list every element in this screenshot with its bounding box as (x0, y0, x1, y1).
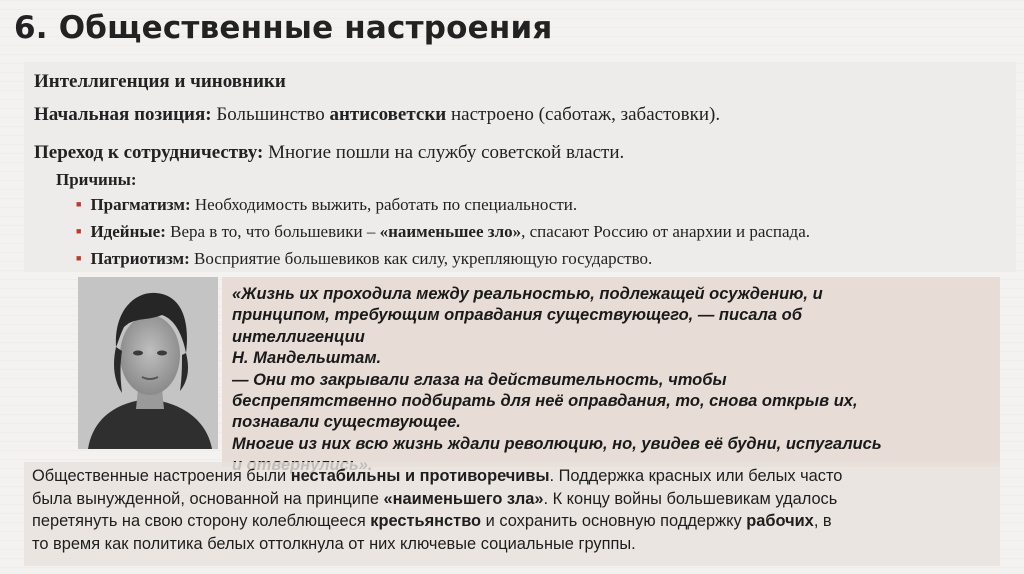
portrait-photo (78, 277, 218, 449)
bullet-icon: ■ (76, 226, 82, 236)
reasons-label: Причины: (56, 170, 137, 189)
bullet-icon: ■ (76, 199, 82, 209)
reason-item-ideological: ■ Идейные: Вера в то, что большевики – «наименьшее зло», спасают Россию от анархии и распада. (76, 222, 810, 241)
slide-title: 6. Общественные настроения (14, 10, 553, 46)
summary-text: Общественные настроения были нестабильны и противоречивы. Поддержка красных или белых часто была вынужденной, основанной на принципе «наименьшего зла». К концу войны большевикам удалось перетянуть на свою сторону колеблющееся крестьянство и сохранить основную поддержку рабочих, в то время как политика белых оттолкнула от них ключевые социальные группы. (32, 467, 843, 553)
reason-item-pragmatism: ■ Прагматизм: Необходимость выжить, работать по специальности. (76, 195, 578, 214)
mandelstam-quote: «Жизнь их проходила между реальностью, подлежащей осуждению, и принципом, требующим оправдания существующего, — писала об интеллигенции Н. Мандельштам. — Они то закрывали глаза на действительность, чтобы беспрепятственно подбирать для неё оправдания, то, снова открыв их, познавали существующее. Многие из них всю жизнь ждали революцию, но, увидев её будни, испугались (232, 285, 882, 453)
cooperation-label: Переход к сотрудничеству: (34, 142, 264, 163)
initial-position-label: Начальная позиция: (34, 104, 212, 125)
initial-position-line: Начальная позиция: Большинство антисоветски настроено (саботаж, забастовки). (34, 104, 721, 125)
cooperation-line: Переход к сотрудничеству: Многие пошли на службу советской власти. (34, 142, 625, 163)
bullet-icon: ■ (76, 253, 82, 263)
section-heading: Интеллигенция и чиновники (34, 71, 286, 92)
reason-item-patriotism: ■ Патриотизм: Восприятие большевиков как силу, укрепляющую государство. (76, 249, 653, 268)
